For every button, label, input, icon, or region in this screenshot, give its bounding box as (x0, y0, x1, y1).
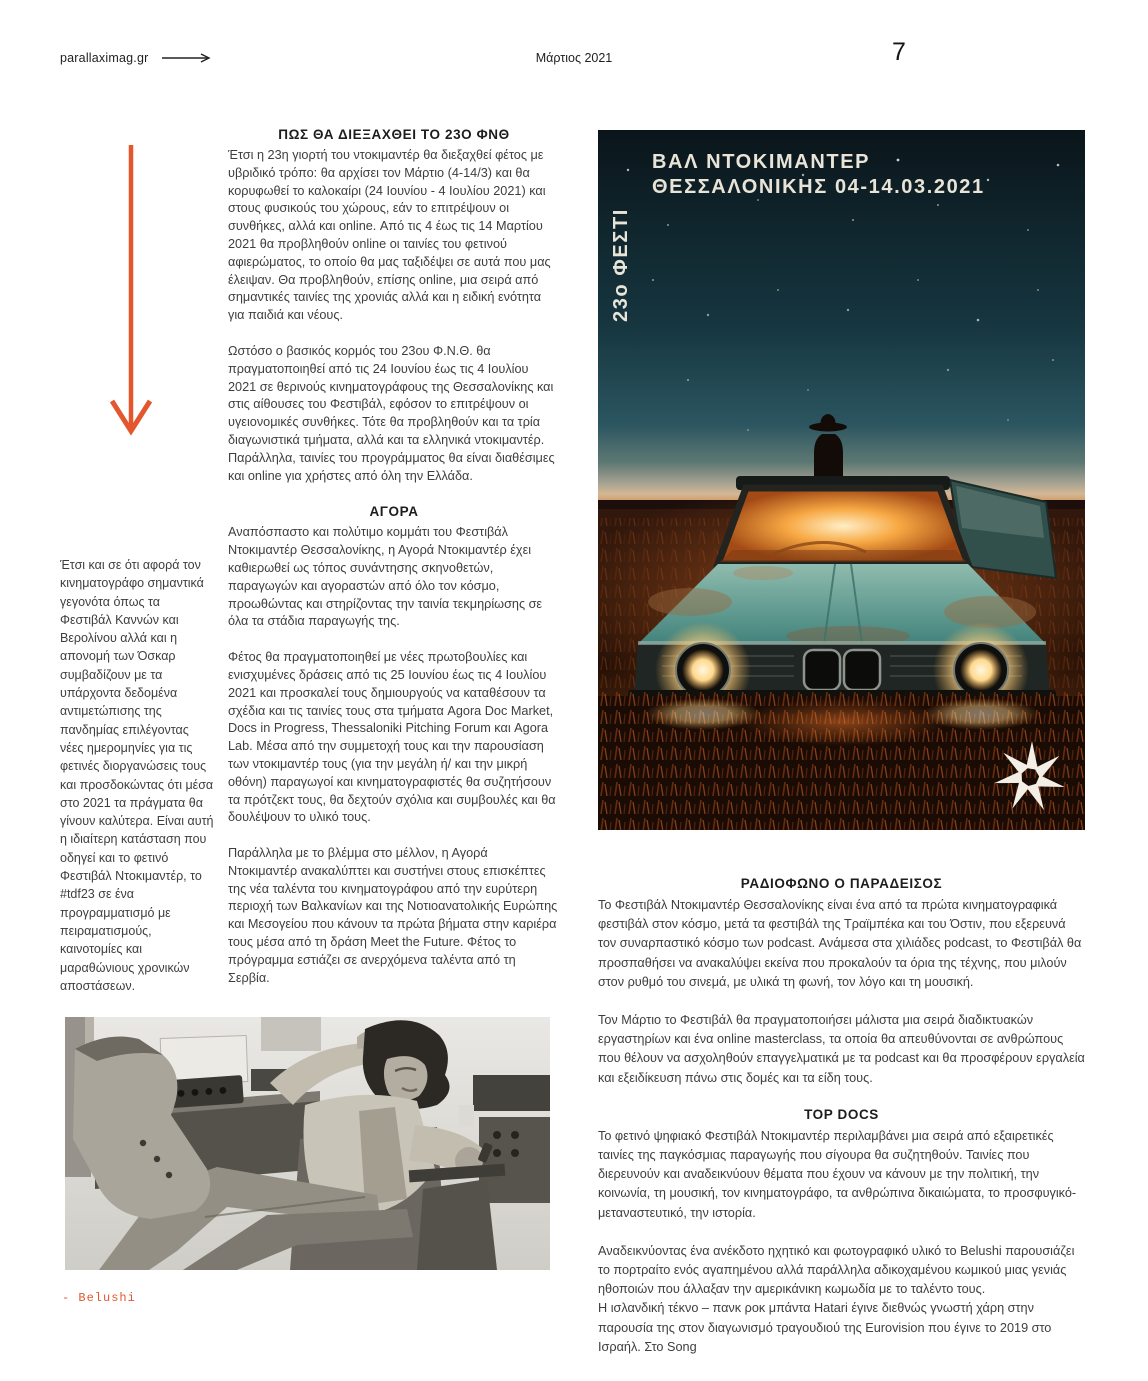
poster-vertical-title: 23ο ΦΕΣΤΙ (610, 208, 632, 322)
section-heading-agora: ΑΓΟΡΑ (369, 504, 419, 520)
poster-title-line1: ΒΑΛ ΝΤΟΚΙΜΑΝΤΕΡ (652, 151, 871, 173)
article-paragraph: Φέτος θα πραγματοποιηθεί με νέες πρωτοβουλίες και ενισχυμένες δράσεις από τις 25 Ιουνίου έως τις 4 Ιουλίου 2021 και προσκαλεί τους δημιουργούς να καταθέσουν τα σχέδια και τις ταινίες τους στα τμήματα Agora Doc Market, Docs in Progress, Thessaloniki Pitching Forum και Agora Lab. Μέσα από την συμμετοχή τους και την παρουσίαση των ντοκιμαντέρ τους (για την μεγάλη ή/ και την μικρή οθόνη) παραγωγοί και κινηματογραφιστές θα συζητήσουν τα πρότζεκτ τους, θα δεχτούν σχόλια και συμβουλές και θα δουλέψουν το υλικό τους. (228, 650, 556, 825)
article-paragraph: Η ισλανδική τέκνο – πανκ ροκ μπάντα Hatari έγινε διεθνώς γνωστή χάρη στην παρουσία της στον διαγωνισμό τραγουδιού της Eurovision που έγινε το 2019 στο Ισραήλ. Στο Song (598, 1301, 1052, 1354)
page-number: 7 (892, 38, 906, 66)
article-column-main (228, 127, 560, 1005)
article-paragraph: Αναδεικνύοντας ένα ανέκδοτο ηχητικό και φωτογραφικό υλικό το Belushi παρουσιάζει το πορτραίτο ενός αγαπημένου αλλά παράλληλα αδικοχαμένου κωμικού μιας γενιάς ηθοποιών που άλλαξαν την αμερικάνικη κωμωδία με το ταλέντο τους. (598, 1243, 1075, 1297)
article-paragraph: Ωστόσο ο βασικός κορμός του 23ου Φ.Ν.Θ. θα πραγματοποιηθεί από τις 24 Ιουνίου έως τις 4 Ιουλίου 2021 σε θερινούς κινηματογράφους της Θεσσαλονίκης και στις αίθουσες του Φεστιβάλ, εφόσον το επιτρέψουν οι υγειονομικές συνθήκες. Τότε θα προβληθούν και τα τρία διαγωνιστικά τμήματα, αλλά και τα ελληνικά ντοκιμαντέρ. Παράλληλα, ταινίες του προγράμματος θα είναι διαθέσιμες και online για χρήστες από όλη την Ελλάδα. (228, 343, 555, 483)
article-paragraph: Αναπόσπαστο και πολύτιμο κομμάτι του Φεστιβάλ Ντοκιμαντέρ Θεσσαλονίκης, η Αγορά Ντοκιμαντέρ έχει καθιερωθεί ως τόπος συνάντησης σκηνοθετών, παραγωγών και αγοραστών από όλο τον κόσμο, προωθώντας και στηρίζοντας την ταινία τεκμηρίωσης σε όλα τα στάδια παραγωγής της. (228, 525, 543, 629)
article-paragraph: Παράλληλα με το βλέμμα στο μέλλον, η Αγορά Ντοκιμαντέρ ανακαλύπτει και συστήνει στους επισκέπτες της νέα ταλέντα του κινηματογράφου από την ευρύτερη περιοχή των Βαλκανίων και της Νοτιοανατολικής Ευρώπης και Μεσογείου που κάνουν τα πρώτα βήματα στην καριέρα τους μέσα από τη δράση Meet the Future. Φέτος το πρόγραμμα εστιάζει σε ανερχόμενα ταλέντα από τη Σερβία. (228, 846, 558, 985)
photo-illustration (65, 1017, 550, 1270)
section-heading-festival: ΠΩΣ ΘΑ ΔΙΕΞΑΧΘΕΙ ΤΟ 23Ο ΦΝΘ (278, 127, 510, 142)
festival-poster (598, 130, 1085, 830)
issue-date: Μάρτιος 2021 (535, 51, 613, 65)
poster-title (652, 150, 985, 200)
section-heading-radio: ΡΑΔΙΟΦΩΝΟ Ο ΠΑΡΑΔΕΙΣΟΣ (740, 876, 943, 891)
man-silhouette (809, 414, 847, 482)
article-paragraph: Τον Μάρτιο το Φεστιβάλ θα πραγματοποιήσει μάλιστα μια σειρά διαδικτυακών εργαστηρίων και ένα online masterclass, τα οποία θα απευθύνονται σε ανθρώπους που θέλουν να ασχοληθούν επαγγελματικά με τα podcast και θα προσφέρουν εργαλεία και εξειδίκευση πάνω στις δομές και τα είδη τους. (598, 1013, 1085, 1085)
site-name: parallaximag.gr (60, 51, 149, 65)
down-arrow-icon (108, 143, 154, 437)
sidebar-note: Έτσι και σε ότι αφορά τον κινηματογράφο σημαντικά γεγονότα όπως τα Φεστιβάλ Καννών και Βερολίνου αλλά και η απονομή των Όσκαρ συμβαδίζουν με τα υπάρχοντα δεδομένα αντιμετώπισης της πανδημίας επιλέγοντας νέες ημερομηνίες για τις φετινές διοργανώσεις τους και προσδοκώντας ότι μέσα στο 2021 τα πράγματα θα γίνουν καλύτερα. Είναι αυτή η ιδιαίτερη κατάσταση που οδηγεί και το φετινό Φεστιβάλ Ντοκιμαντέρ, το #tdf23 σε ένα προγραμματισμό με πειραματισμούς, καινοτομίες και μαραθώνιους χρονικών αποστάσεων. (60, 558, 214, 993)
photo-caption: - Belushi (62, 1291, 136, 1305)
article-paragraph: Έτσι η 23η γιορτή του ντοκιμαντέρ θα διεξαχθεί φέτος με υβριδικό τρόπο: θα αρχίσει τον Μάρτιο (4-14/3) και θα κορυφωθεί το καλοκαίρι (24 Ιουνίου - 4 Ιουλίου 2021) και στους φυσικούς του χώρους, εάν το επιτρέψουν οι συνθήκες, αλλά και online. Από τις 4 έως τις 14 Μαρτίου 2021 θα προβληθούν online οι ταινίες του φετινού αφιερώματος, το οποίο θα μας ταξιδέψει σε αυτά που μας έλειψαν. Θα προβληθούν, επίσης online, μια σειρά από σημαντικές ταινίες της χρονιάς αλλά και η ειδική ενότητα για παιδιά και νέους. (228, 148, 551, 323)
article-paragraph: Το Φεστιβάλ Ντοκιμαντέρ Θεσσαλονίκης είναι ένα από τα πρώτα κινηματογραφικά φεστιβάλ στον κόσμο, μετά τα φεστιβάλ της Τραϊμπέκα και του Όστιν, που εξερευνά τον συναρπαστικό κόσμο των podcast. Ανάμεσα στα χιλιάδες podcast, το Φεστιβάλ θα προσπαθήσει να ανακαλύψει εκείνα που προκαλούν τα όρια της τέχνης, που μιλούν στον ρυθμό του σινεμά, με υλικά τη φωνή, τον λόγο και τη μουσική. (598, 898, 1082, 989)
belushi-photo (65, 1017, 550, 1270)
article-column-right (598, 130, 1085, 1357)
headlight (682, 649, 724, 691)
headlight (960, 649, 1002, 691)
poster-illustration (598, 130, 1085, 830)
section-heading-topdocs: TOP DOCS (804, 1106, 879, 1122)
article-paragraph: Το φετινό ψηφιακό Φεστιβάλ Ντοκιμαντέρ περιλαμβάνει μια σειρά από εξαιρετικές ταινίες της παγκόσμιας παραγωγής που σίγουρα θα συζητηθούν. Ταινίες που διερευνούν και αναδεικνύουν θέματα που έχουν να κάνουν με την πολιτική, την κοινωνία, τη μουσική, τον κινηματογράφο, τα ανθρώπινα δικαιώματα, το προσφυγικό- μεταναστευτικό, την ιστορία. (598, 1128, 1077, 1220)
car-grille (804, 650, 840, 690)
poster-title-line2: ΘΕΣΣΑΛΟΝΙΚΗΣ 04-14.03.2021 (652, 176, 985, 198)
